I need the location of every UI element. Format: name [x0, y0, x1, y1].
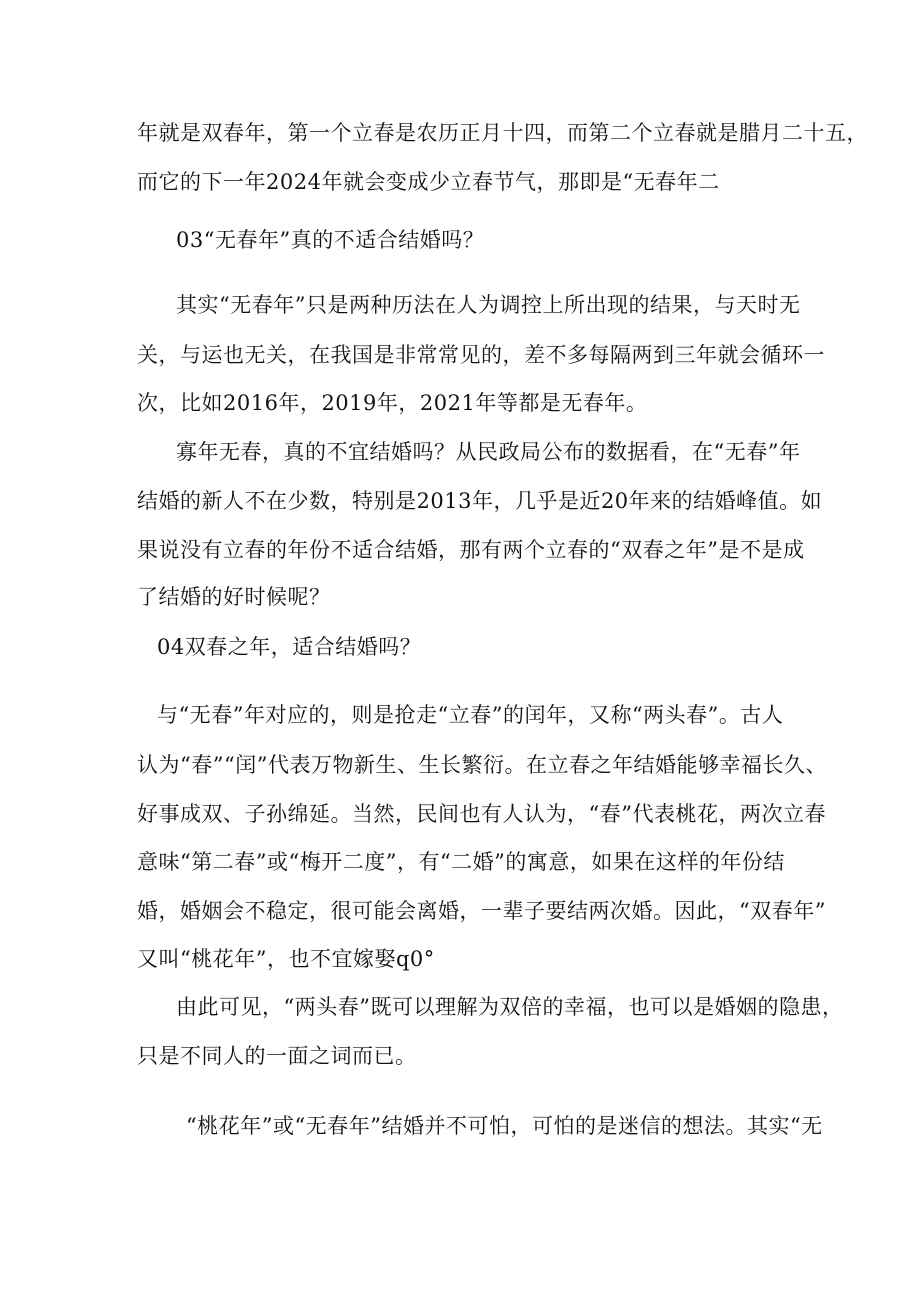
text-line: 结婚的新人不在少数，特别是2013年，几乎是近20年来的结婚峰值。如	[137, 489, 823, 513]
text-line: 寡年无春，真的不宜结婚吗？从民政局公布的数据看，在“无春”年	[176, 440, 801, 464]
text-line: 与“无春”年对应的，则是抢走“立春”的闰年，又称“两头春”。古人	[157, 703, 784, 727]
text-line: 而它的下一年2024年就会变成少立春节气，那即是“无春年二	[137, 170, 720, 194]
section-heading: 04双春之年，适合结婚吗？	[157, 635, 422, 659]
text-line: 意味“第二春”或“梅开二度”，有“二婚”的寓意，如果在这样的年份结	[137, 850, 785, 874]
text-line: 关，与运也无关，在我国是非常常见的，差不多每隔两到三年就会循环一	[137, 343, 825, 367]
text-line: 婚，婚姻会不稳定，很可能会离婚，一辈子要结两次婚。因此，“双春年”	[137, 899, 826, 923]
text-line: 好事成双、子孙绵延。当然，民间也有人认为，“春”代表桃花，两次立春	[137, 802, 826, 826]
text-line: 果说没有立春的年份不适合结婚，那有两个立春的“双春之年”是不是成	[137, 538, 805, 562]
section-heading: 03“无春年”真的不适合结婚吗？	[176, 228, 485, 252]
text-line: 年就是双春年，第一个立春是农历正月十四，而第二个立春就是腊月二十五，	[137, 121, 868, 145]
text-line: 了结婚的好时候呢？	[137, 585, 331, 609]
text-line: 由此可见，“两头春”既可以理解为双倍的幸福，也可以是婚姻的隐患，	[176, 995, 844, 1019]
text-line: 次，比如2016年，2019年，2021年等都是无春年。	[137, 391, 648, 415]
text-line: “桃花年”或“无春年”结婚并不可怕，可怕的是迷信的想法。其实“无	[186, 1114, 823, 1138]
text-line: 其实“无春年”只是两种历法在人为调控上所出现的结果，与天时无	[176, 293, 801, 317]
text-line: 认为“春”“闰”代表万物新生、生长繁衍。在立春之年结婚能够幸福长久、	[137, 753, 827, 777]
text-line: 只是不同人的一面之词而已。	[137, 1044, 417, 1068]
text-line: 又叫“桃花年”，也不宜嫁娶q0°	[137, 947, 435, 971]
